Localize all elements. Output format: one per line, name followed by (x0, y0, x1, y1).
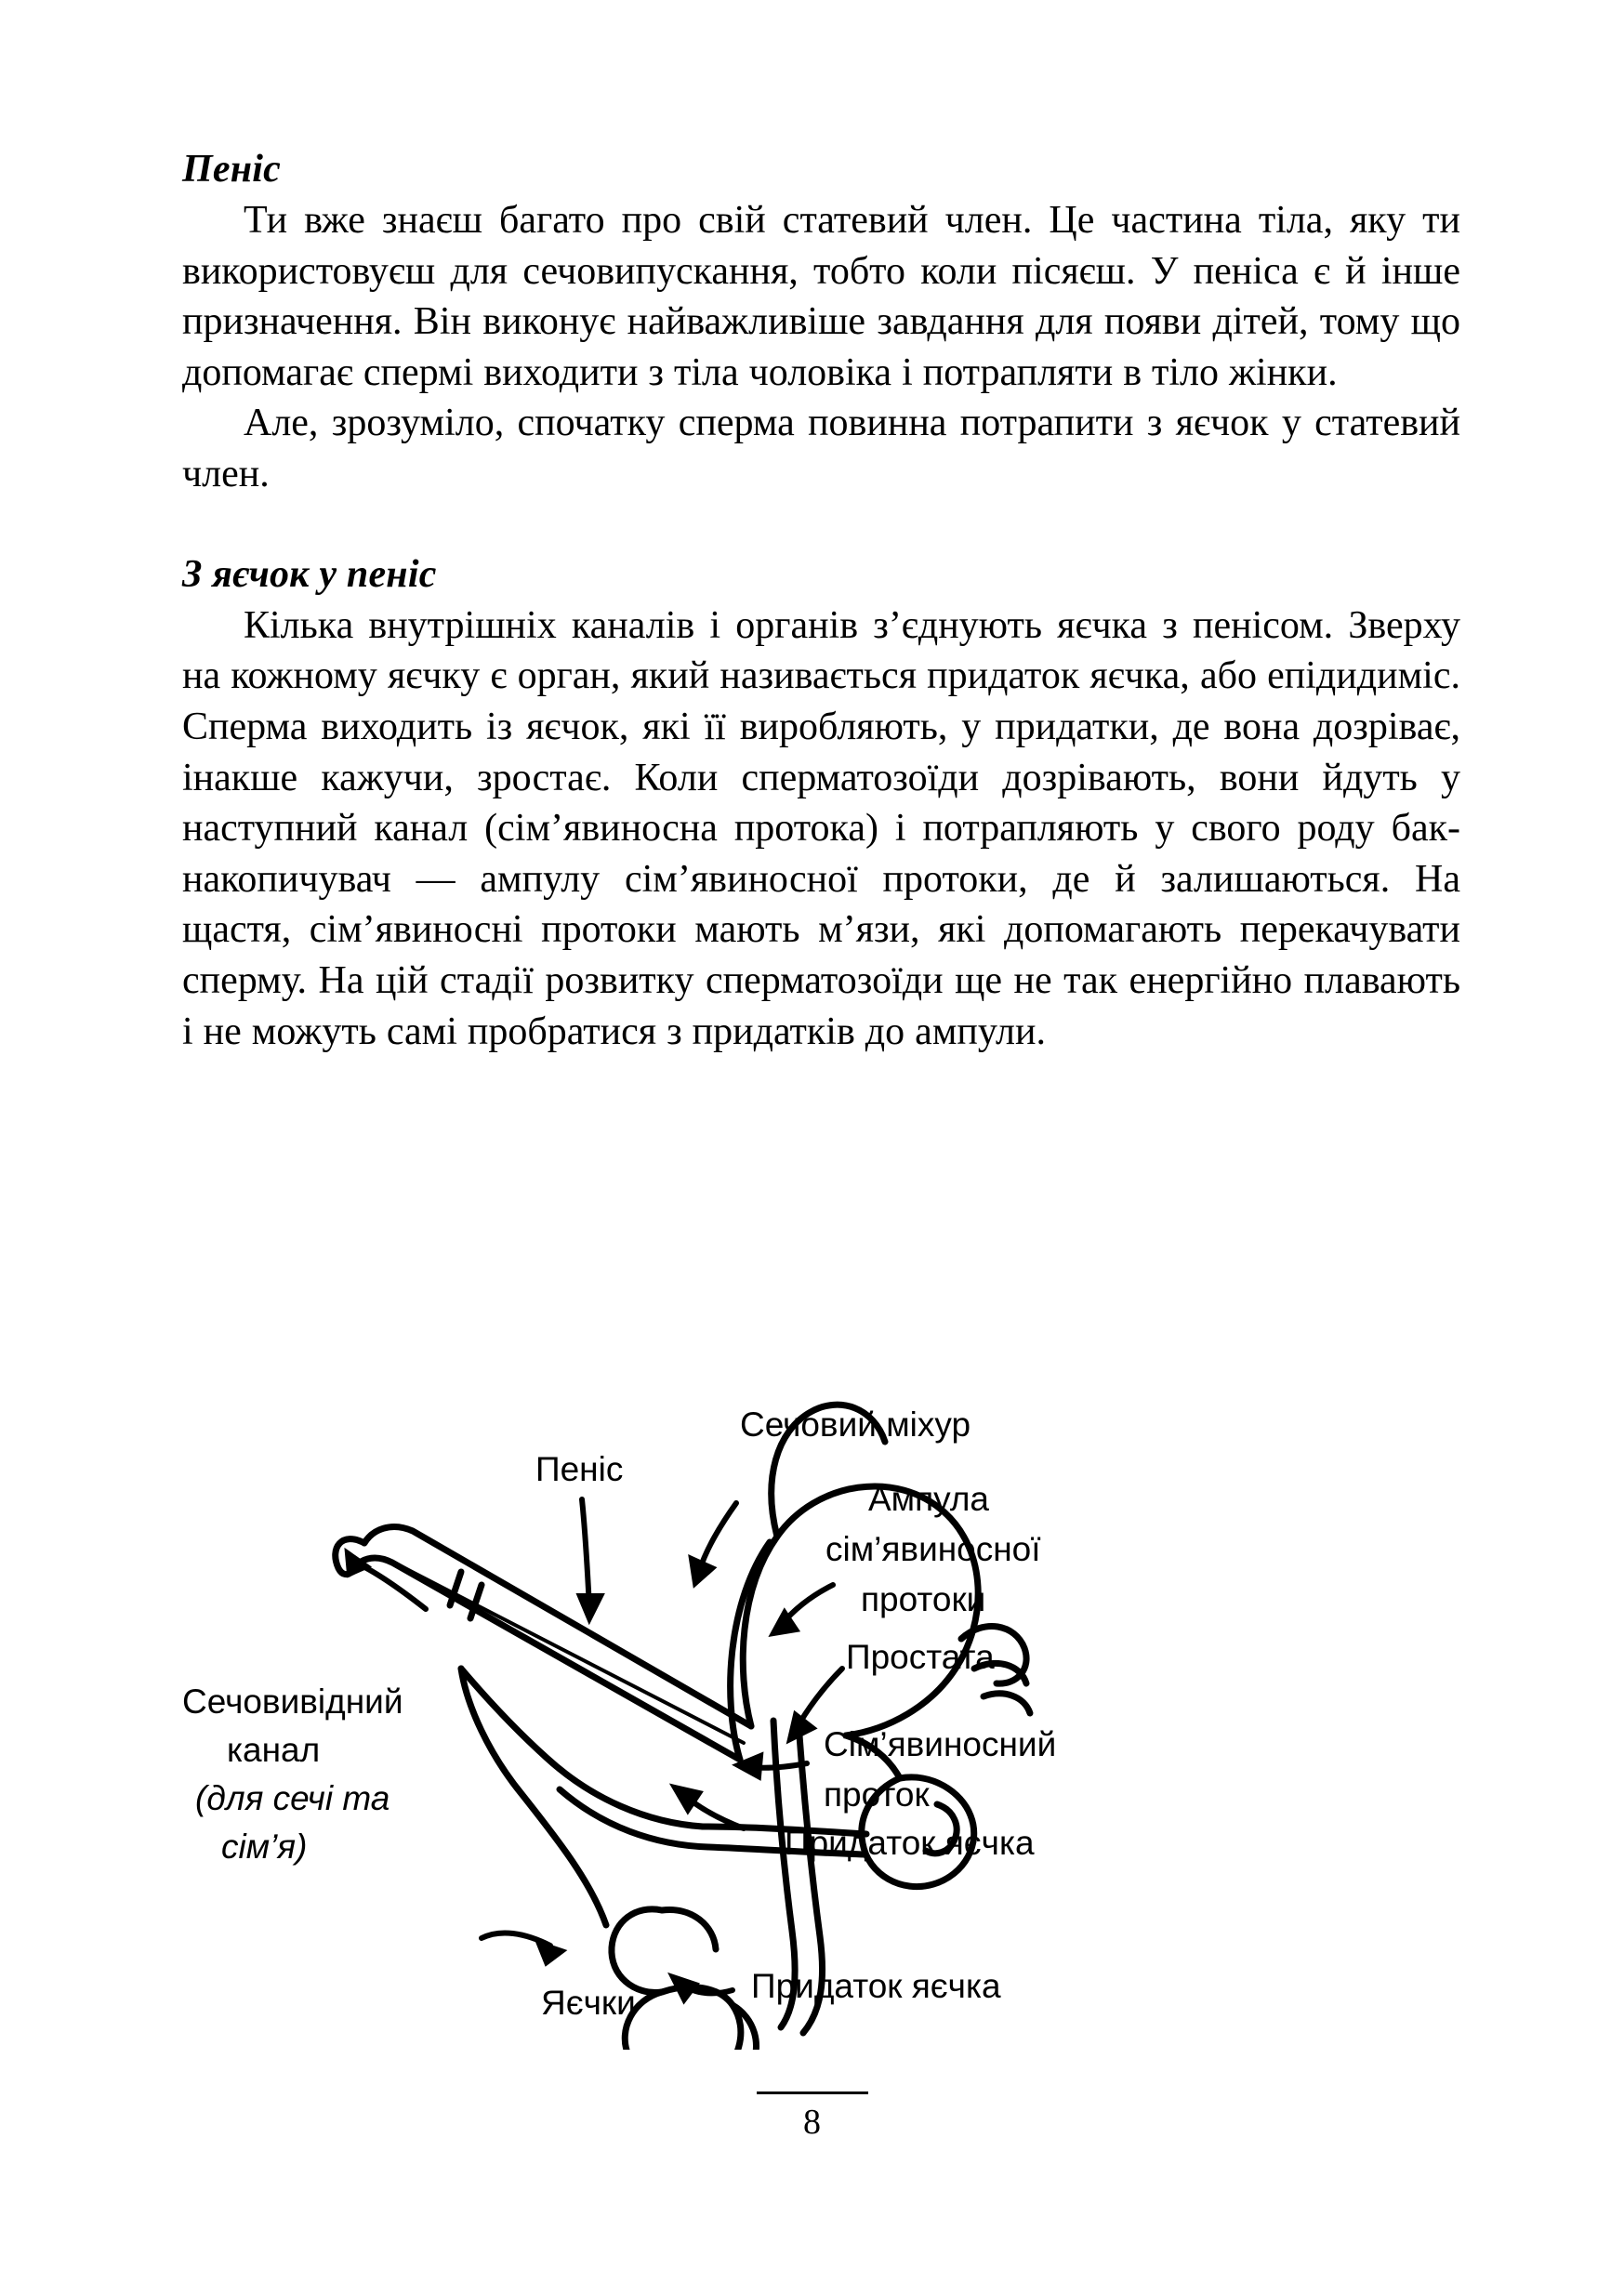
label-ampulla-line3: протоки (861, 1580, 986, 1618)
anatomy-diagram (182, 1390, 1460, 2050)
paragraph-penis-1: Ти вже знаєш багато про свій статевий член. Це частина тіла, яку ти використовуєш для сечовипускання, тобто коли пісяєш. У пеніса є й інше призначення. Він виконує найважливіше завдання для появи дітей, тому що допомагає спермі виходити з тіла чоловіка і потрапляти в тіло жінки. (182, 199, 1460, 394)
label-bladder: Сечовий міхур (740, 1405, 971, 1444)
anatomy-diagram-svg (182, 1390, 1460, 2050)
label-urethra-line1: Сечовивідний (182, 1682, 403, 1721)
label-urethra-line4: сім’я) (221, 1828, 308, 1866)
label-epididymis-upper: Придаток яєчка (785, 1824, 1035, 1862)
footer-divider (757, 2091, 868, 2094)
paragraph-penis-2: Але, зрозуміло, спочатку сперма повинна потрапити з яєчок у статевий член. (182, 402, 1460, 496)
label-ampulla-line1: Ампула (868, 1480, 990, 1518)
label-urethra-line3: (для сечі та (195, 1779, 390, 1817)
label-urethra-line2: канал (227, 1731, 321, 1769)
label-prostate: Простата (846, 1638, 995, 1676)
label-penis: Пеніс (535, 1450, 624, 1488)
page-number: 8 (803, 2103, 821, 2142)
paragraph-testicles-to-penis-1: Кілька внутрішніх каналів і органів з’єднують яєчка з пенісом. Зверху на кожному яєчку є орган, який називається придаток яєчка, або епідидиміс. Сперма виходить із яєчок, які її виробляють, у придатки, де вона дозріває, інакше кажучи, зростає. Коли сперматозоїди дозрівають, вони йдуть у наступний канал (сім’явиносна протока) і потрапляють у свого роду бак-накопичувач — ампулу сім’явиносної протоки, де й залишаються. На щастя, сім’явиносні протоки мають м’язи, які допомагають перекачувати сперму. На цій стадії розвитку сперматозоїди ще не так енергійно плавають і не можуть самі пробратися з придатків до ампули. (182, 603, 1460, 1053)
section-heading-testicles-to-penis: З яєчок у пеніс (182, 552, 437, 596)
page-content (182, 149, 1460, 1057)
label-vas-deferens-line2: проток (824, 1775, 930, 1814)
label-epididymis-lower: Придаток яєчка (751, 1967, 1001, 2005)
section-heading-penis: Пеніс (182, 148, 281, 191)
page-footer (0, 2091, 1624, 2143)
label-vas-deferens-line1: Сім’явиносний (824, 1725, 1057, 1763)
leader-arrows (348, 1499, 842, 1999)
label-testicles: Яєчки (541, 1984, 636, 2022)
label-ampulla-line2: сім’явиносної (825, 1530, 1041, 1568)
